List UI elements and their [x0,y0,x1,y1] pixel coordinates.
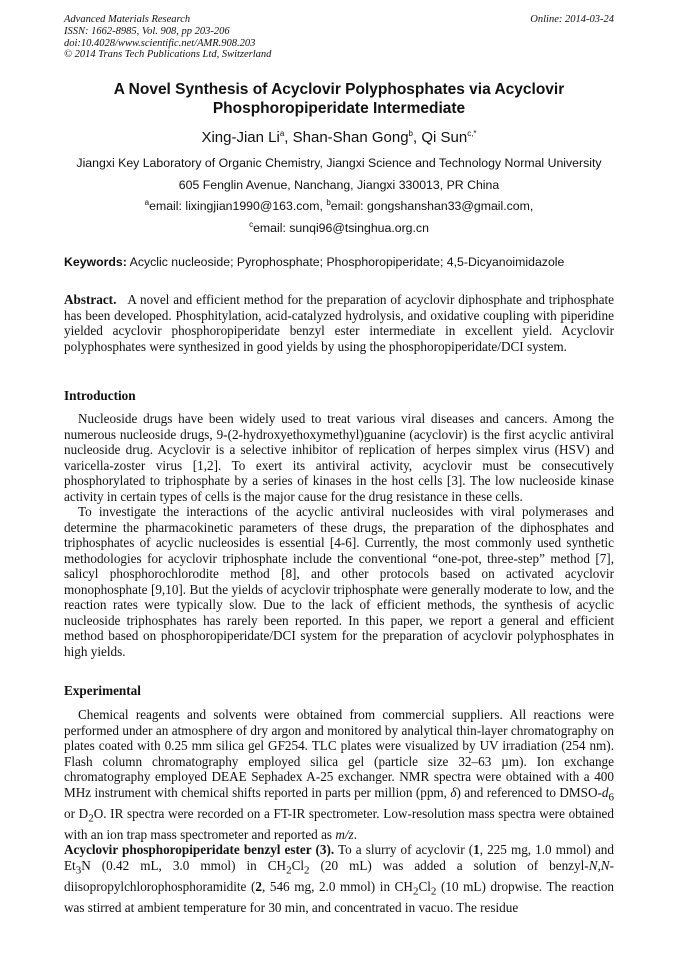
compound-number: 2 [255,878,262,894]
email-b: email: gongshanshan33@gmail.com, [330,199,534,213]
text-run: -diisopropylchlorophosphoramidite ( [64,857,614,894]
text-run: , 225 mg, 1.0 mmol) and Et [64,842,614,873]
keywords-label: Keywords: [64,255,127,269]
subscript: 6 [608,791,614,804]
email-mark: c [249,219,254,229]
abstract [64,292,614,354]
keywords-text: Acyclic nucleoside; Pyrophosphate; Phosphoropiperidate; 4,5-Dicyanoimidazole [126,255,565,269]
email-a: email: lixingjian1990@163.com, [149,199,327,213]
text-run: Chemical reagents and solvents were obtained from commercial suppliers. All reactions were performed under an atmosphere of dry argon and monitored by analytical thin-layer chromatography on plates coated with 0.25 mm silica gel GF254. TLC plates were visualized by UV irradiation (254 nm). Flash column chromatography employed silica gel (particle size 32–63 µm). Ion exchange chromatography employed DEAE Sephadex A-25 exchanger. NMR spectra were obtained with a 400 MHz instrument with chemical shifts reported in parts per million (ppm, [64,707,614,800]
abstract-label: Abstract. [64,292,117,307]
keywords [64,255,614,269]
subscript: 2 [304,864,310,877]
copyright: © 2014 Trans Tech Publications Ltd, Switzerland [64,49,272,61]
author-name: Xing-Jian Li [201,129,280,146]
experimental-body [64,707,614,916]
online-date: Online: 2014-03-24 [530,14,614,25]
title-line-2: Phosphoropiperidate Intermediate [212,100,466,117]
author-separator: , [284,129,293,146]
author-name: Qi Sun [421,129,468,146]
abstract-text: A novel and efficient method for the preparation of acyclovir diphosphate and triphosphate has been developed. Phosphitylation, acid-catalyzed hydrolysis, and oxidative coupling with piperidine yielded acyclovir phosphoropiperidate benzyl ester intermediate in excellent yield. Acyclovir polyphosphates were synthesized in good yields by using the phosphoropiperidate/DCI system. [64,292,615,354]
issn: ISSN: 1662-8985, Vol. 908, pp 203-206 [64,25,230,37]
text-run: To a slurry of acyclovir ( [334,842,474,858]
intro-paragraph-1: Nucleoside drugs have been widely used to treat various viral diseases and cancers. Among the numerous nucleoside drugs, 9-(2-hydroxyethoxymethyl)guanine (acyclovir) is the first acyclic antiviral nucleoside drug. Acyclovir is a selective inhibitor of replication of herpes simplex virus (HSV) and varicella-zoster virus [1,2]. To exert its antiviral activity, acyclovir must be consecutively phosphorylated to triphosphate by a series of kinases in the host cells [3]. The low nucleoside kinase activity in certain types of cells is the major cause for the drug resistance in these cells. [64,411,614,504]
experimental-paragraph-2 [64,842,614,915]
author-name: Shan-Shan Gong [292,129,409,146]
affiliation-line-2: 605 Fenglin Avenue, Nanchang, Jiangxi 330013, PR China [178,178,500,192]
text-run: (10 mL) dropwise. The reaction was stirred at ambient temperature for 30 min, and concentrated in vacuo. The residue [64,878,615,916]
text-run: O. IR spectra were recorded on a FT-IR spectrometer. Low-resolution mass spectra were obtained with an ion trap mass spectrometer and reported as [64,805,614,842]
intro-paragraph-2: To investigate the interactions of the acyclic antiviral nucleosides with viral polymerases and determine the pharmacokinetic parameters of these drugs, the preparation of the diphosphates and triphosphates of acyclic nucleosides is essential [4-6]. Currently, the most commonly used synthetic methodologies for acyclovir triphosphate include the conventional “one-pot, three-step” method [7], salicyl phosphorochlorodite method [8], and other protocols based on activated acyclovir monophosphate [9,10]. But the yields of acyclovir triphosphate were generally moderate to low, and the reaction rates were typically slow. Due to the lack of efficient methods, the synthesis of acyclic nucleoside triphosphates has rarely been reported. In this paper, we report a general and efficient method based on phosphoropiperidate/DCI system for the preparation of acyclovir polyphosphates in high yields. [64,504,614,659]
subscript: 2 [430,885,437,898]
email-mark: b [326,197,331,207]
affiliation-line-1: Jiangxi Key Laboratory of Organic Chemistry, Jiangxi Science and Technology Normal University [76,156,602,170]
email-line-ab [64,199,614,214]
text-run: (20 mL) was added a solution of benzyl- [309,857,589,873]
section-heading-introduction: Introduction [64,388,136,403]
section-heading-experimental: Experimental [64,683,141,698]
text-run: . [353,826,357,842]
journal-name: Advanced Materials Research [64,14,191,25]
author-affiliation-mark: c,* [467,129,477,138]
author-affiliation-mark: a [279,129,285,138]
subscript: 2 [88,812,94,825]
email-mark: a [144,197,150,207]
email-line-c [64,221,614,236]
text-run: N,N [588,857,610,873]
subscript: 3 [75,864,82,877]
experimental-paragraph-1 [64,707,614,842]
paper-title [64,80,614,118]
email-c: email: sunqi96@tsinghua.org.cn [253,221,429,235]
introduction-body [64,411,614,659]
text-run: , 546 mg, 2.0 mmol) in CH [261,878,413,894]
author-affiliation-mark: b [408,129,413,138]
text-run: m/z [335,826,354,842]
compound-number: 1 [473,842,480,858]
abstract-paragraph [64,292,614,354]
author-list [64,129,614,146]
doi: doi:10.4028/www.scientific.net/AMR.908.203 [64,37,256,49]
compound-heading: Acyclovir phosphoropiperidate benzyl ester (3). [64,842,335,858]
text-run: N (0.42 mL, 3.0 mmol) in CH [81,857,287,873]
title-line-1: A Novel Synthesis of Acyclovir Polyphosphates via Acyclovir [113,81,565,98]
text-run: δ [450,784,457,800]
text-run: or D [64,805,89,821]
author-separator: , [413,129,422,146]
subscript: 2 [286,864,292,877]
subscript: 2 [412,885,419,898]
journal-header [64,14,271,61]
text-run: ) and referenced to DMSO- [456,784,602,800]
text-run: Cl [418,878,431,894]
text-run: d [601,784,609,800]
text-run: Cl [291,857,305,873]
